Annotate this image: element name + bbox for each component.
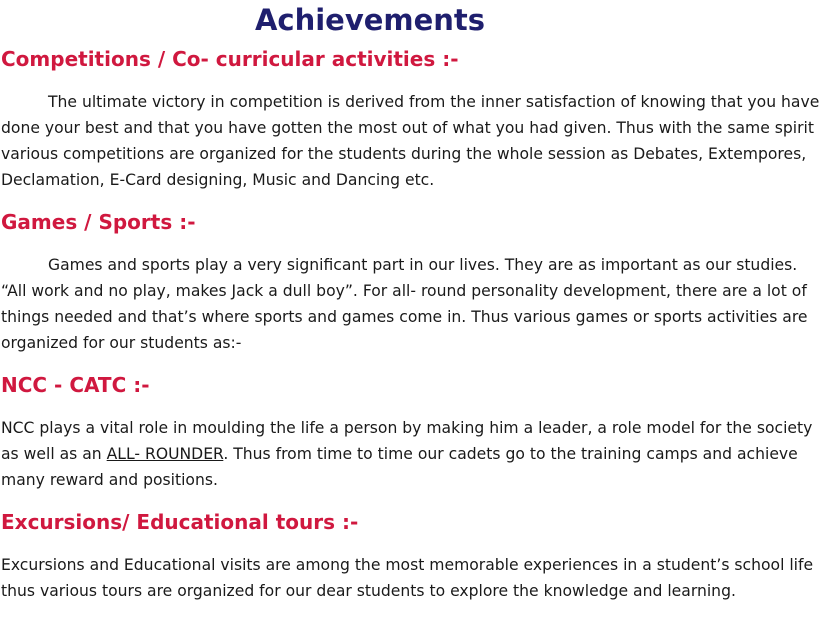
section-heading-games-sports: Games / Sports :- — [1, 210, 196, 234]
section-heading-competitions: Competitions / Co- curricular activities :- — [1, 47, 459, 71]
section-body-competitions: The ultimate victory in competition is derived from the inner satisfaction of knowing that you have done your best and that you have gotten the most out of what you had given. Thus with the same spirit various competitions are organized for the students during the whole session as Debates, Extempores, Declamation, E-Card designing, Music and Dancing etc. — [1, 93, 820, 189]
page-title: Achievements — [254, 3, 486, 37]
all-rounder-underlined-text: ALL- ROUNDER — [106, 445, 224, 463]
section-body-excursions: Excursions and Educational visits are among the most memorable experiences in a student’s school life thus various tours are organized for our dear students to explore the knowledge and learning. — [1, 556, 814, 600]
section-heading-ncc: NCC - CATC :- — [1, 373, 150, 397]
ncc-text-after: . Thus from time to time our cadets go to the training camps and achieve many reward and positions. — [1, 445, 798, 489]
section-heading-excursions: Excursions/ Educational tours :- — [1, 510, 359, 534]
ncc-text-before: NCC plays a vital role in moulding the life a person by making him a leader, a role model for the society as well as an — [1, 419, 813, 463]
section-body-games-sports: Games and sports play a very significant part in our lives. They are as important as our studies. “All work and no play, makes Jack a dull boy”. For all- round personality development, there are a lot of things needed and that’s where sports and games come in. Thus various games or sports activities are organized for our students as:- — [1, 256, 808, 352]
section-body-ncc — [1, 415, 827, 493]
